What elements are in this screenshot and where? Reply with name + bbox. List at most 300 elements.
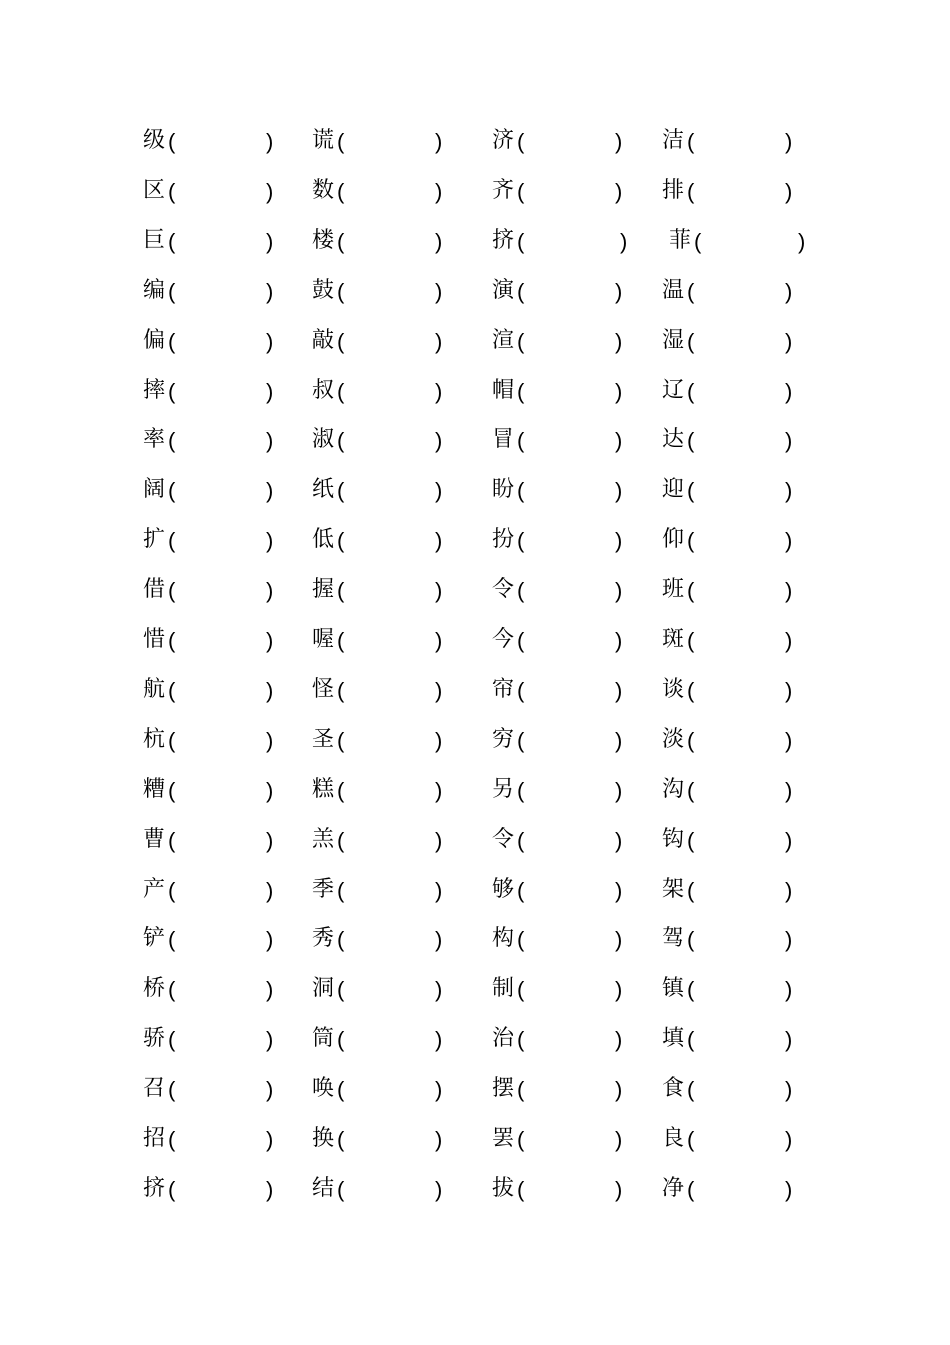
worksheet-row <box>0 527 950 577</box>
character-glyph: 摔 <box>143 378 166 403</box>
answer-blank[interactable] <box>696 926 779 954</box>
character-glyph: 盼 <box>492 477 515 502</box>
close-paren: ) <box>615 129 623 154</box>
close-paren: ) <box>615 428 623 453</box>
answer-blank[interactable] <box>346 677 429 705</box>
character-entry <box>143 627 303 677</box>
close-paren: ) <box>435 828 443 853</box>
answer-blank[interactable] <box>696 627 779 655</box>
worksheet-row <box>0 278 950 328</box>
character-entry <box>492 477 652 527</box>
close-paren: ) <box>785 428 793 453</box>
open-paren: ( <box>168 129 176 154</box>
character-entry <box>492 328 652 378</box>
close-paren: ) <box>615 179 623 204</box>
character-entry <box>312 926 472 976</box>
open-paren: ( <box>168 179 176 204</box>
answer-blank[interactable] <box>346 378 429 406</box>
character-glyph: 糟 <box>143 777 166 802</box>
open-paren: ( <box>337 528 345 553</box>
answer-blank[interactable] <box>177 1026 260 1054</box>
open-paren: ( <box>517 977 525 1002</box>
character-entry <box>312 827 472 877</box>
character-entry <box>492 1126 652 1176</box>
character-glyph: 偏 <box>143 328 166 353</box>
open-paren: ( <box>687 578 695 603</box>
close-paren: ) <box>615 279 623 304</box>
answer-blank[interactable] <box>346 1026 429 1054</box>
character-glyph: 渲 <box>492 328 515 353</box>
character-glyph: 班 <box>662 577 685 602</box>
answer-blank[interactable] <box>696 777 779 805</box>
answer-blank[interactable] <box>696 976 779 1004</box>
answer-blank[interactable] <box>177 427 260 455</box>
open-paren: ( <box>168 379 176 404</box>
answer-blank[interactable] <box>526 1026 609 1054</box>
open-paren: ( <box>168 229 176 254</box>
character-entry <box>662 1176 822 1226</box>
character-glyph: 今 <box>492 627 515 652</box>
character-entry <box>312 1026 472 1076</box>
close-paren: ) <box>266 778 274 803</box>
answer-blank[interactable] <box>346 128 429 156</box>
answer-blank[interactable] <box>696 827 779 855</box>
character-glyph: 谈 <box>662 677 685 702</box>
answer-blank[interactable] <box>696 727 779 755</box>
open-paren: ( <box>517 878 525 903</box>
character-glyph: 巨 <box>143 228 166 253</box>
character-glyph: 驾 <box>662 926 685 951</box>
close-paren: ) <box>785 279 793 304</box>
open-paren: ( <box>687 628 695 653</box>
open-paren: ( <box>687 1127 695 1152</box>
close-paren: ) <box>435 1127 443 1152</box>
character-entry <box>312 1076 472 1126</box>
answer-blank[interactable] <box>346 178 429 206</box>
close-paren: ) <box>435 528 443 553</box>
character-glyph: 级 <box>143 128 166 153</box>
character-entry <box>312 777 472 827</box>
answer-blank[interactable] <box>526 1076 609 1104</box>
close-paren: ) <box>266 828 274 853</box>
character-glyph: 另 <box>492 777 515 802</box>
answer-blank[interactable] <box>346 926 429 954</box>
character-glyph: 握 <box>312 577 335 602</box>
close-paren: ) <box>615 927 623 952</box>
open-paren: ( <box>687 1177 695 1202</box>
character-glyph: 铲 <box>143 926 166 951</box>
close-paren: ) <box>785 379 793 404</box>
close-paren: ) <box>266 728 274 753</box>
open-paren: ( <box>337 478 345 503</box>
character-entry <box>312 527 472 577</box>
worksheet-row <box>0 727 950 777</box>
open-paren: ( <box>168 1077 176 1102</box>
close-paren: ) <box>785 977 793 1002</box>
character-entry <box>662 378 822 428</box>
answer-blank[interactable] <box>696 328 779 356</box>
close-paren: ) <box>785 678 793 703</box>
character-entry <box>662 1026 822 1076</box>
answer-blank[interactable] <box>177 378 260 406</box>
open-paren: ( <box>687 977 695 1002</box>
answer-blank[interactable] <box>526 877 609 905</box>
answer-blank[interactable] <box>346 328 429 356</box>
character-glyph: 敲 <box>312 328 335 353</box>
answer-blank[interactable] <box>696 427 779 455</box>
open-paren: ( <box>517 329 525 354</box>
character-entry <box>143 976 303 1026</box>
character-entry <box>662 328 822 378</box>
close-paren: ) <box>615 578 623 603</box>
answer-blank[interactable] <box>346 577 429 605</box>
character-entry <box>312 627 472 677</box>
answer-blank[interactable] <box>177 827 260 855</box>
character-entry <box>492 926 652 976</box>
close-paren: ) <box>435 778 443 803</box>
answer-blank[interactable] <box>526 976 609 1004</box>
character-entry <box>312 727 472 777</box>
answer-blank[interactable] <box>177 178 260 206</box>
character-entry <box>492 128 652 178</box>
answer-blank[interactable] <box>346 727 429 755</box>
answer-blank[interactable] <box>526 477 609 505</box>
open-paren: ( <box>694 229 702 254</box>
answer-blank[interactable] <box>526 378 609 406</box>
close-paren: ) <box>266 977 274 1002</box>
close-paren: ) <box>785 1127 793 1152</box>
answer-blank[interactable] <box>526 228 614 256</box>
answer-blank[interactable] <box>346 1126 429 1154</box>
character-glyph: 杭 <box>143 727 166 752</box>
character-entry <box>662 727 822 777</box>
character-entry <box>662 527 822 577</box>
character-glyph: 惜 <box>143 627 166 652</box>
open-paren: ( <box>687 878 695 903</box>
close-paren: ) <box>615 728 623 753</box>
character-glyph: 数 <box>312 178 335 203</box>
character-entry <box>492 378 652 428</box>
answer-blank[interactable] <box>346 1076 429 1104</box>
open-paren: ( <box>168 678 176 703</box>
character-entry <box>662 677 822 727</box>
character-entry <box>662 877 822 927</box>
worksheet-row <box>0 477 950 527</box>
open-paren: ( <box>337 1027 345 1052</box>
character-glyph: 桥 <box>143 976 166 1001</box>
character-entry <box>662 577 822 627</box>
answer-blank[interactable] <box>177 877 260 905</box>
open-paren: ( <box>337 728 345 753</box>
character-glyph: 拔 <box>492 1176 515 1201</box>
character-entry <box>143 727 303 777</box>
character-entry <box>312 477 472 527</box>
character-glyph: 食 <box>662 1076 685 1101</box>
answer-blank[interactable] <box>177 527 260 555</box>
character-glyph: 挤 <box>143 1176 166 1201</box>
character-entry <box>669 228 829 278</box>
character-entry <box>492 1026 652 1076</box>
answer-blank[interactable] <box>526 427 609 455</box>
answer-blank[interactable] <box>526 727 609 755</box>
answer-blank[interactable] <box>177 278 260 306</box>
answer-blank[interactable] <box>526 577 609 605</box>
character-entry <box>312 677 472 727</box>
close-paren: ) <box>266 129 274 154</box>
open-paren: ( <box>337 578 345 603</box>
open-paren: ( <box>517 229 525 254</box>
character-entry <box>662 128 822 178</box>
character-entry <box>143 228 303 278</box>
answer-blank[interactable] <box>696 278 779 306</box>
answer-blank[interactable] <box>177 328 260 356</box>
open-paren: ( <box>517 179 525 204</box>
character-entry <box>143 1076 303 1126</box>
character-entry <box>492 976 652 1026</box>
open-paren: ( <box>168 628 176 653</box>
answer-blank[interactable] <box>177 477 260 505</box>
open-paren: ( <box>687 179 695 204</box>
open-paren: ( <box>337 1127 345 1152</box>
worksheet-row <box>0 976 950 1026</box>
character-glyph: 低 <box>312 527 335 552</box>
character-glyph: 率 <box>143 427 166 452</box>
answer-blank[interactable] <box>346 777 429 805</box>
open-paren: ( <box>517 129 525 154</box>
close-paren: ) <box>785 628 793 653</box>
answer-blank[interactable] <box>526 278 609 306</box>
answer-blank[interactable] <box>696 1076 779 1104</box>
character-entry <box>312 427 472 477</box>
answer-blank[interactable] <box>526 827 609 855</box>
character-entry <box>143 477 303 527</box>
open-paren: ( <box>687 279 695 304</box>
character-entry <box>312 877 472 927</box>
open-paren: ( <box>337 1177 345 1202</box>
open-paren: ( <box>168 528 176 553</box>
character-glyph: 帘 <box>492 677 515 702</box>
character-glyph: 区 <box>143 178 166 203</box>
answer-blank[interactable] <box>526 677 609 705</box>
answer-blank[interactable] <box>346 1176 429 1204</box>
close-paren: ) <box>785 129 793 154</box>
open-paren: ( <box>687 428 695 453</box>
close-paren: ) <box>435 229 443 254</box>
answer-blank[interactable] <box>346 627 429 655</box>
close-paren: ) <box>615 1077 623 1102</box>
character-entry <box>143 777 303 827</box>
open-paren: ( <box>517 828 525 853</box>
answer-blank[interactable] <box>703 228 792 256</box>
character-glyph: 济 <box>492 128 515 153</box>
open-paren: ( <box>517 578 525 603</box>
answer-blank[interactable] <box>346 877 429 905</box>
character-glyph: 令 <box>492 577 515 602</box>
worksheet-row <box>0 877 950 927</box>
open-paren: ( <box>517 478 525 503</box>
open-paren: ( <box>517 1127 525 1152</box>
character-entry <box>492 178 652 228</box>
close-paren: ) <box>615 778 623 803</box>
close-paren: ) <box>266 428 274 453</box>
character-entry <box>492 627 652 677</box>
open-paren: ( <box>517 678 525 703</box>
close-paren: ) <box>266 1177 274 1202</box>
answer-blank[interactable] <box>526 328 609 356</box>
character-entry <box>143 827 303 877</box>
character-entry <box>662 427 822 477</box>
close-paren: ) <box>615 1027 623 1052</box>
answer-blank[interactable] <box>526 178 609 206</box>
open-paren: ( <box>517 728 525 753</box>
close-paren: ) <box>435 1077 443 1102</box>
answer-blank[interactable] <box>696 178 779 206</box>
answer-blank[interactable] <box>346 527 429 555</box>
character-entry <box>143 278 303 328</box>
character-entry <box>492 777 652 827</box>
open-paren: ( <box>337 828 345 853</box>
character-entry <box>143 378 303 428</box>
answer-blank[interactable] <box>177 1076 260 1104</box>
open-paren: ( <box>337 428 345 453</box>
answer-blank[interactable] <box>177 627 260 655</box>
answer-blank[interactable] <box>346 477 429 505</box>
character-glyph: 楼 <box>312 228 335 253</box>
open-paren: ( <box>168 478 176 503</box>
character-glyph: 纸 <box>312 477 335 502</box>
character-glyph: 叔 <box>312 378 335 403</box>
open-paren: ( <box>517 628 525 653</box>
answer-blank[interactable] <box>526 926 609 954</box>
character-glyph: 斑 <box>662 627 685 652</box>
close-paren: ) <box>615 828 623 853</box>
close-paren: ) <box>785 478 793 503</box>
answer-blank[interactable] <box>346 228 429 256</box>
character-glyph: 沟 <box>662 777 685 802</box>
character-glyph: 达 <box>662 427 685 452</box>
answer-blank[interactable] <box>177 926 260 954</box>
answer-blank[interactable] <box>177 677 260 705</box>
character-entry <box>143 128 303 178</box>
character-entry <box>662 976 822 1026</box>
character-entry <box>312 577 472 627</box>
answer-blank[interactable] <box>346 427 429 455</box>
answer-blank[interactable] <box>696 1126 779 1154</box>
answer-blank[interactable] <box>177 128 260 156</box>
close-paren: ) <box>785 778 793 803</box>
character-glyph: 喔 <box>312 627 335 652</box>
close-paren: ) <box>435 977 443 1002</box>
character-entry <box>312 1176 472 1226</box>
character-glyph: 仰 <box>662 527 685 552</box>
close-paren: ) <box>615 329 623 354</box>
worksheet-row <box>0 328 950 378</box>
character-entry <box>662 926 822 976</box>
close-paren: ) <box>785 528 793 553</box>
character-glyph: 筒 <box>312 1026 335 1051</box>
character-glyph: 洁 <box>662 128 685 153</box>
character-entry <box>662 477 822 527</box>
answer-blank[interactable] <box>526 627 609 655</box>
worksheet-row <box>0 577 950 627</box>
answer-blank[interactable] <box>696 527 779 555</box>
character-entry <box>143 1126 303 1176</box>
answer-blank[interactable] <box>696 877 779 905</box>
close-paren: ) <box>435 329 443 354</box>
close-paren: ) <box>266 578 274 603</box>
answer-blank[interactable] <box>526 777 609 805</box>
character-entry <box>492 677 652 727</box>
close-paren: ) <box>266 1027 274 1052</box>
answer-blank[interactable] <box>526 128 609 156</box>
answer-blank[interactable] <box>696 128 779 156</box>
character-entry <box>143 1176 303 1226</box>
answer-blank[interactable] <box>696 677 779 705</box>
character-glyph: 冒 <box>492 427 515 452</box>
answer-blank[interactable] <box>346 278 429 306</box>
open-paren: ( <box>687 329 695 354</box>
open-paren: ( <box>337 279 345 304</box>
character-glyph: 招 <box>143 1126 166 1151</box>
answer-blank[interactable] <box>177 727 260 755</box>
character-entry <box>312 1126 472 1176</box>
character-entry <box>143 527 303 577</box>
answer-blank[interactable] <box>346 827 429 855</box>
character-glyph: 秀 <box>312 926 335 951</box>
worksheet-row <box>0 926 950 976</box>
open-paren: ( <box>168 778 176 803</box>
answer-blank[interactable] <box>696 378 779 406</box>
answer-blank[interactable] <box>696 477 779 505</box>
character-entry <box>143 178 303 228</box>
answer-blank[interactable] <box>696 1026 779 1054</box>
close-paren: ) <box>266 927 274 952</box>
character-glyph: 齐 <box>492 178 515 203</box>
answer-blank[interactable] <box>346 976 429 1004</box>
character-glyph: 扩 <box>143 527 166 552</box>
character-glyph: 架 <box>662 877 685 902</box>
worksheet-row <box>0 627 950 677</box>
answer-blank[interactable] <box>177 1126 260 1154</box>
open-paren: ( <box>337 129 345 154</box>
open-paren: ( <box>168 578 176 603</box>
answer-blank[interactable] <box>177 777 260 805</box>
close-paren: ) <box>266 179 274 204</box>
character-entry <box>143 328 303 378</box>
character-glyph: 怪 <box>312 677 335 702</box>
close-paren: ) <box>435 1027 443 1052</box>
character-glyph: 迎 <box>662 477 685 502</box>
close-paren: ) <box>266 279 274 304</box>
answer-blank[interactable] <box>696 1176 779 1204</box>
answer-blank[interactable] <box>177 228 260 256</box>
open-paren: ( <box>337 927 345 952</box>
answer-blank[interactable] <box>526 527 609 555</box>
open-paren: ( <box>517 1027 525 1052</box>
character-glyph: 穷 <box>492 727 515 752</box>
close-paren: ) <box>785 1177 793 1202</box>
open-paren: ( <box>517 927 525 952</box>
answer-blank[interactable] <box>526 1176 609 1204</box>
answer-blank[interactable] <box>177 577 260 605</box>
answer-blank[interactable] <box>177 976 260 1004</box>
answer-blank[interactable] <box>696 577 779 605</box>
character-entry <box>143 1026 303 1076</box>
open-paren: ( <box>687 478 695 503</box>
answer-blank[interactable] <box>526 1126 609 1154</box>
character-entry <box>662 178 822 228</box>
answer-blank[interactable] <box>177 1176 260 1204</box>
